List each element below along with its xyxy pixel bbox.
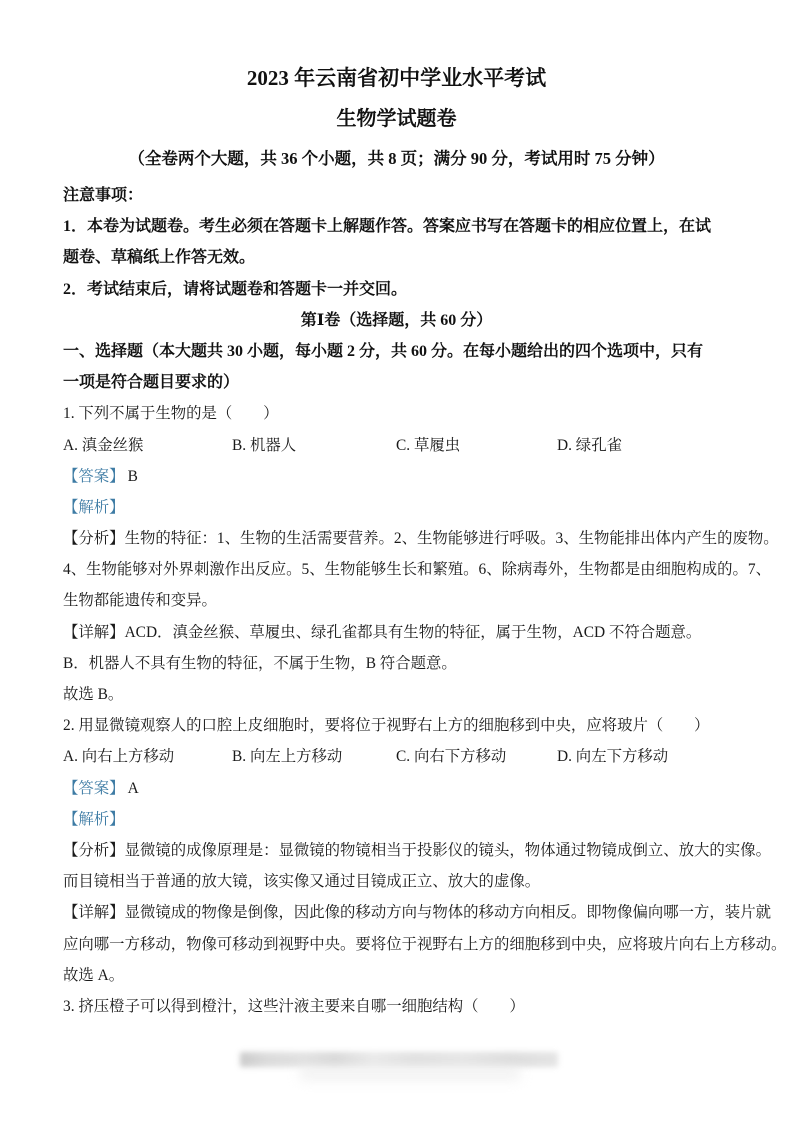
question1-answer-value: B [127, 467, 138, 485]
question1-conclusion: 故选 B。 [63, 686, 124, 703]
exam-meta: （全卷两个大题，共 36 个小题，共 8 页；满分 90 分，考试用时 75 分钟） [128, 149, 665, 168]
notice-item2: 2．考试结束后，请将试题卷和答题卡一并交回。 [63, 280, 408, 298]
question1-analysis-line3: 生物都能遗传和变异。 [63, 592, 217, 610]
notice-item1-line1: 1．本卷为试题卷。考生必须在答题卡上解题作答。答案应书写在答题卡的相应位置上，在试 [63, 218, 712, 236]
question2-answer-row [63, 773, 730, 804]
exam-subtitle: 生物学试题卷 [336, 108, 457, 130]
answer-label: 【答案】 [63, 779, 125, 797]
watermark-smudge [240, 1052, 558, 1067]
question1-option-a: A. 滇金丝猴 [63, 436, 144, 454]
exam-body [63, 180, 787, 1022]
question1-detail-line1: 【详解】ACD．滇金丝猴、草履虫、绿孔雀都具有生物的特征，属于生物，ACD 不符合题意。 [63, 623, 702, 641]
question1-option-c: C. 草履虫 [396, 436, 461, 454]
exam-title: 2023 年云南省初中学业水平考试 [246, 66, 547, 90]
question2-options [63, 741, 730, 772]
question2-conclusion: 故选 A。 [63, 966, 125, 984]
question2-option-c: C. 向右下方移动 [396, 748, 507, 766]
question1-analysis-line2: 4、生物能够对外界刺激作出反应。5、生物能够生长和繁殖。6、除病毒外，生物都是由细胞构成的。7、 [63, 561, 771, 579]
question2-answer-value: A [127, 779, 139, 797]
question2-stem: 2. 用显微镜观察人的口腔上皮细胞时，要将位于视野右上方的细胞移到中央，应将玻片（ ） [63, 717, 710, 735]
analysis-label: 【解析】 [63, 810, 125, 828]
question1-analysis-line1: 【分析】生物的特征：1、生物的生活需要营养。2、生物能够进行呼吸。3、生物能排出体内产生的废物。 [63, 530, 779, 548]
question2-option-d: D. 向左下方移动 [557, 748, 669, 766]
notice-heading: 注意事项： [63, 187, 144, 204]
part1-title: 第Ⅰ卷（选择题，共 60 分） [300, 311, 493, 329]
question2-option-a: A. 向右上方移动 [63, 748, 175, 766]
question2-detail-line1: 【详解】显微镜成的物像是倒像，因此像的移动方向与物体的移动方向相反。即物像偏向哪一方，装片就 [63, 904, 771, 922]
notice-item1-line2: 题卷、草稿纸上作答无效。 [63, 249, 256, 267]
question1-stem: 1. 下列不属于生物的是（ ） [63, 405, 279, 423]
question1-option-b: B. 机器人 [232, 436, 297, 454]
question1-options [63, 430, 730, 461]
question2-analysis-line2: 而目镜相当于普通的放大镜，该实像又通过目镜成正立、放大的虚像。 [63, 873, 541, 891]
question2-analysis-label-row [63, 804, 730, 835]
analysis-label: 【解析】 [63, 498, 125, 516]
question2-detail-line2: 应向哪一方移动，物像可移动到视野中央。要将位于视野右上方的细胞移到中央，应将玻片向右上方移动。 [63, 935, 787, 953]
section-intro-line2: 一项是符合题目要求的） [63, 374, 240, 392]
answer-label: 【答案】 [63, 467, 125, 485]
question1-option-d: D. 绿孔雀 [557, 436, 622, 454]
question2-option-b: B. 向左上方移动 [232, 748, 343, 766]
watermark-smudge-soft [300, 1066, 520, 1080]
question1-answer-row [63, 461, 730, 492]
question1-detail-line2: B．机器人不具有生物的特征，不属于生物，B 符合题意。 [63, 654, 457, 672]
question1-analysis-label-row [63, 492, 730, 523]
question2-analysis-line1: 【分析】显微镜的成像原理是：显微镜的物镜相当于投影仪的镜头，物体通过物镜成倒立、放大的实像。 [63, 841, 771, 859]
section-intro-line1: 一、选择题（本大题共 30 小题，每小题 2 分，共 60 分。在每小题给出的四个选项中，只有 [63, 342, 704, 360]
question3-stem: 3. 挤压橙子可以得到橙汁，这些汁液主要来自哪一细胞结构（ ） [63, 997, 525, 1015]
